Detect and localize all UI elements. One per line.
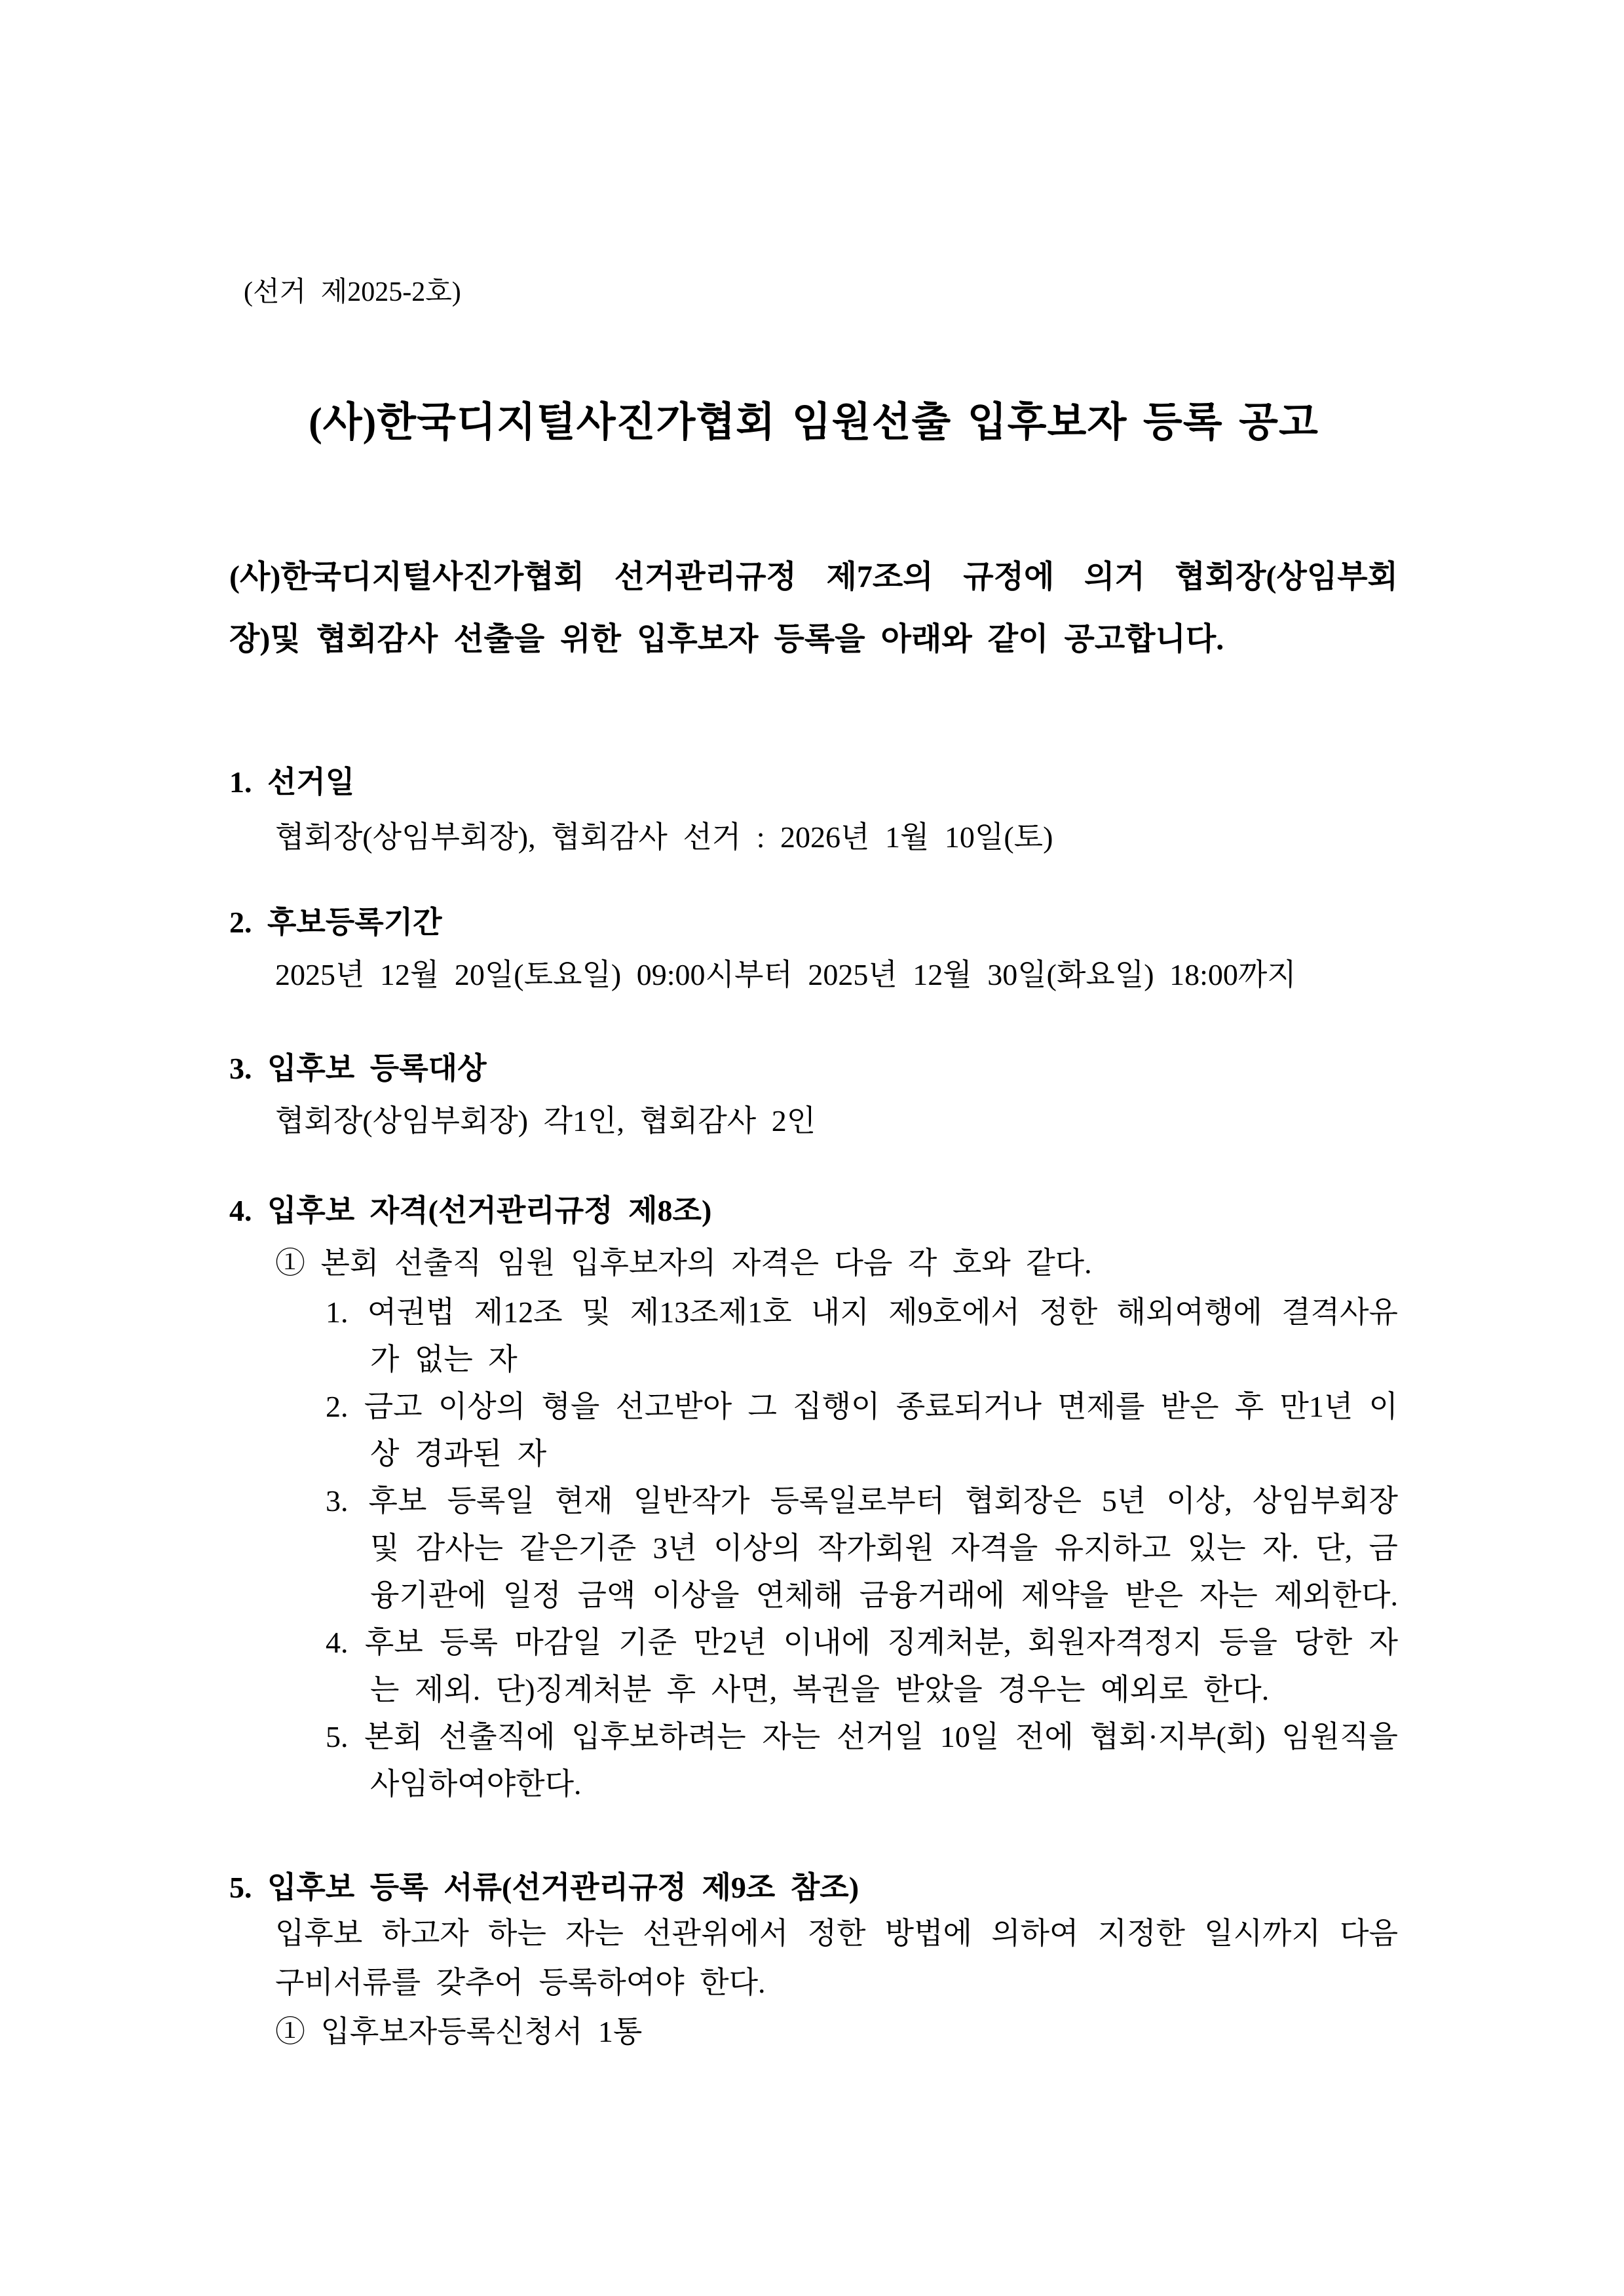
section-2-body: 2025년 12월 20일(토요일) 09:00시부터 2025년 12월 30일(화요일) 18:00까지 [275, 958, 1296, 991]
intro-line-2: 장)및 협회감사 선출을 위한 입후보자 등록을 아래와 같이 공고합니다. [229, 622, 1224, 657]
section-4-item-4-line-2: 는 제외. 단)징계처분 후 사면, 복권을 받았을 경우는 예외로 한다. [370, 1673, 1270, 1706]
section-5-heading: 5. 입후보 등록 서류(선거관리규정 제9조 참조) [229, 1871, 859, 1904]
section-4-item-3-line-3: 융기관에 일정 금액 이상을 연체해 금융거래에 제약을 받은 자는 제외한다. [370, 1578, 1398, 1612]
doc-number: (선거 제2025-2호) [244, 277, 461, 307]
section-4-item-2-line-1: 2. 금고 이상의 형을 선고받아 그 집행이 종료되거나 면제를 받은 후 만1년 이 [326, 1390, 1398, 1423]
section-5-circled-item-1: ① 입후보자등록신청서 1통 [275, 2015, 643, 2048]
section-1-heading: 1. 선거일 [229, 765, 355, 799]
section-4-circled-item-1: ① 본회 선출직 임원 입후보자의 자격은 다음 각 호와 같다. [275, 1246, 1092, 1280]
section-1-body: 협회장(상임부회장), 협회감사 선거 : 2026년 1월 10일(토) [275, 820, 1053, 854]
intro-line-1: (사)한국디지털사진가협회 선거관리규정 제7조의 규정에 의거 협회장(상임부회 [229, 560, 1398, 594]
section-4-item-4-line-1: 4. 후보 등록 마감일 기준 만2년 이내에 징계처분, 회원자격정지 등을 당한 자 [326, 1626, 1398, 1659]
notice-title: (사)한국디지털사진가협회 임원선출 입후보자 등록 공고 [309, 400, 1319, 445]
section-2-heading: 2. 후보등록기간 [229, 906, 442, 939]
section-4-item-5-line-1: 5. 본회 선출직에 입후보하려는 자는 선거일 10일 전에 협회·지부(회) 임원직을 [326, 1720, 1398, 1753]
section-4-item-3-line-2: 및 감사는 같은기준 3년 이상의 작가회원 자격을 유지하고 있는 자. 단, 금 [370, 1531, 1398, 1565]
section-3-body: 협회장(상임부회장) 각1인, 협회감사 2인 [275, 1104, 816, 1138]
section-4-item-1-line-2: 가 없는 자 [370, 1343, 518, 1376]
section-4-heading: 4. 입후보 자격(선거관리규정 제8조) [229, 1194, 712, 1227]
section-4-item-3-line-1: 3. 후보 등록일 현재 일반작가 등록일로부터 협회장은 5년 이상, 상임부회장 [326, 1484, 1398, 1518]
section-4-item-5-line-2: 사임하여야한다. [370, 1767, 582, 1801]
section-4-item-2-line-2: 상 경과된 자 [370, 1437, 547, 1470]
section-5-body-line-2: 구비서류를 갖추어 등록하여야 한다. [275, 1966, 766, 1999]
section-5-body-line-1: 입후보 하고자 하는 자는 선관위에서 정한 방법에 의하여 지정한 일시까지 다음 [275, 1917, 1398, 1950]
section-3-heading: 3. 입후보 등록대상 [229, 1052, 487, 1085]
section-4-item-1-line-1: 1. 여권법 제12조 및 제13조제1호 내지 제9호에서 정한 해외여행에 결격사유 [326, 1295, 1398, 1329]
